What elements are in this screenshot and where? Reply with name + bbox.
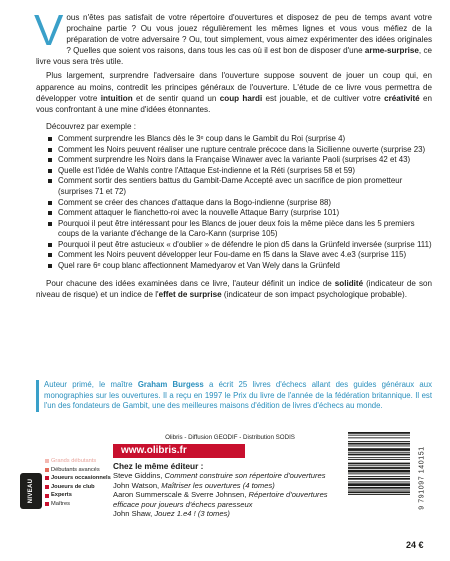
list-item: Comment attaquer le fianchetto-roi avec la nouvelle Attaque Barry (surprise 101) (48, 208, 432, 219)
niveau-badge: NIVEAU (20, 473, 42, 509)
level-swatch-icon (45, 485, 49, 489)
same-publisher-list (113, 471, 333, 519)
keyword-coup-hardi: coup hardi (219, 93, 263, 103)
author-bio: Auteur primé, le maître Graham Burgess a écrit 25 livres d'échecs allant des guides généraux aux monographies sur les ouvertures. Il a reçu en 1997 le Prix du livre de l'année de la fédération britannique. Il est l'un des fondateurs de Gambit, une des meilleures maisons d'édition de livres d'échecs au monde. (36, 380, 432, 412)
level-item: Experts (45, 491, 111, 500)
intro-paragraph-1: Vous n'êtes pas satisfait de votre répertoire d'ouvertures et disposez de peu de temps avant votre prochaine partie ? Ou vous jouez régulièrement les mêmes lignes et vous vous méfiez de la préparation de votre adversaire ? Ou, tout simplement, vous aimez expérimenter des idées originales ? Quelles que soient vos raisons, dans tous les cas où il est bon de disposer d'une arme-surprise, ce livre vous sera très utile. (34, 6, 432, 67)
level-swatch-icon (45, 502, 49, 506)
level-swatch-icon (45, 476, 49, 480)
level-swatch-icon (45, 459, 49, 463)
price-label: 24 € (406, 540, 424, 550)
list-item: John Shaw, Jouez 1.e4 ! (3 tomes) (113, 509, 230, 519)
back-cover-description (34, 6, 433, 300)
level-indicator (19, 455, 111, 547)
barcode-icon (346, 428, 412, 528)
keyword-solidite: solidité (334, 278, 364, 288)
list-item: Comment surprendre les Blancs dès le 3ᵉ coup dans le Gambit du Roi (surprise 4) (48, 134, 432, 145)
list-item: Steve Giddins, Comment construire son répertoire d'ouvertures (113, 471, 326, 480)
keyword-effet-surprise: effet de surprise (158, 289, 222, 299)
level-item: Joueurs occasionnels (45, 474, 111, 483)
examples-list (48, 134, 432, 272)
keyword-creativite: créativité (384, 93, 420, 103)
level-swatch-icon (45, 494, 49, 498)
list-item: Quelle est l'idée de Wahls contre l'Attaque Est-indienne et la Réti (surprises 58 et 59) (48, 166, 432, 177)
closing-paragraph: Pour chacune des idées examinées dans ce livre, l'auteur définit un indice de solidité (indicateur de son niveau de risque) et un indice de l'effet de surprise (indicateur de son impact psychologique probable). (36, 278, 432, 299)
list-item: Pourquoi il peut être intéressant pour les Blancs de jouer deux fois la même pièce dans les 5 premiers coups de la variante d'échange de la Caro-Kann (surprise 105) (48, 219, 432, 240)
dropcap-letter: V (34, 6, 64, 55)
distribution-line: Olibris - Diffusion GEODIF - Distribution SODIS (165, 434, 295, 441)
level-item: Grands débutants (45, 457, 111, 466)
intro-paragraph-2: Plus largement, surprendre l'adversaire dans l'ouverture suppose souvent de jouer un coup qui, en apparence au moins, contredit les principes généraux de l'ouverture. L'étude de ce livre vous permettra de développer votre intuition et de sentir quand un coup hardi est jouable, et de cultiver votre créativité en vous confrontant à une mine d'idées étonnantes. (36, 71, 433, 114)
list-item: Comment les Noirs peuvent développer leur Fou-dame en f5 dans la Slave avec 4.e3 (surprise 115) (48, 250, 432, 261)
list-item: Comment les Noirs peuvent réaliser une rupture centrale précoce dans la Sicilienne ouverte (surprise 23) (48, 145, 432, 156)
isbn-digits: 9 791097 140151 (418, 446, 426, 510)
level-list (45, 457, 111, 509)
same-publisher-heading: Chez le même éditeur : (113, 461, 204, 471)
list-item: Pourquoi il peut être astucieux « d'oublier » de défendre le pion d5 dans la Grünfeld inversée (surprise 111) (48, 240, 432, 251)
list-item: John Watson, Maîtriser les ouvertures (4 tomes) (113, 480, 275, 490)
list-item: Quel rare 6ᵉ coup blanc affectionnent Mamedyarov et Van Wely dans la Grünfeld (48, 261, 432, 272)
level-item: Joueurs de club (45, 483, 111, 492)
publisher-url[interactable]: www.olibris.fr (113, 444, 245, 458)
level-item: Débutants avancés (45, 466, 111, 475)
list-item: Comment se créer des chances d'attaque dans la Bogo-indienne (surprise 88) (48, 198, 432, 209)
list-item: Comment sortir des sentiers battus du Gambit-Dame Accepté avec un sacrifice de pion prometteur (surprises 71 et 72) (48, 176, 432, 197)
level-swatch-icon (45, 468, 49, 472)
list-item: Aaron Summerscale & Sverre Johnsen, Répertoire d'ouvertures efficace pour joueurs d'échecs paresseux (113, 490, 328, 509)
author-name: Graham Burgess (137, 380, 204, 389)
list-item: Comment surprendre les Noirs dans la Française Winawer avec la variante Paoli (surprises 42 et 43) (48, 155, 432, 166)
isbn-barcode (346, 428, 430, 528)
keyword-intuition: intuition (100, 93, 133, 103)
level-item: Maîtres (45, 500, 111, 509)
examples-heading: Découvrez par exemple : (46, 121, 136, 131)
keyword-arme-surprise: arme-surprise (364, 46, 419, 56)
